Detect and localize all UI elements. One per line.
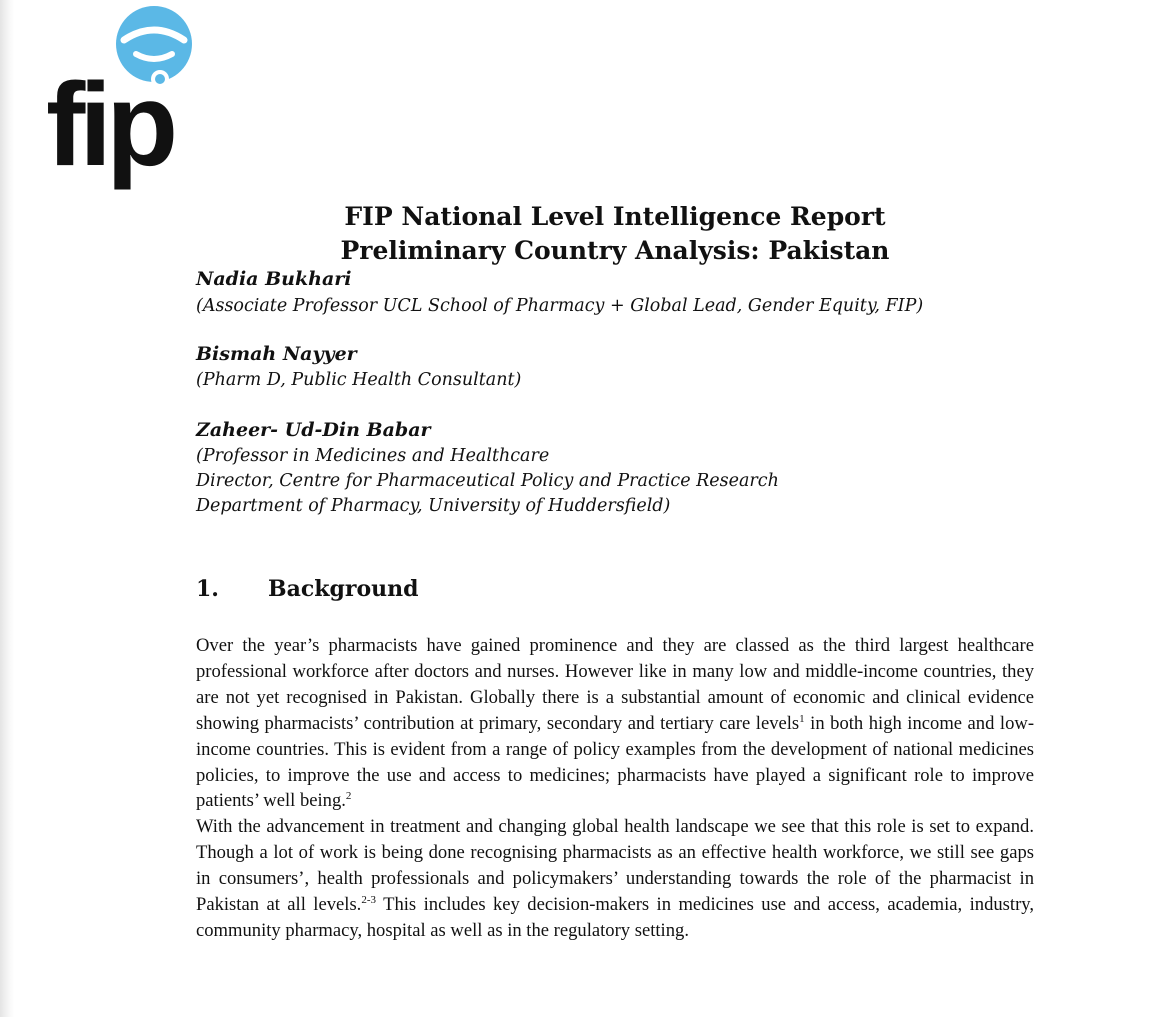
page-left-edge-shadow	[0, 0, 14, 1017]
footnote-ref-2: 2	[345, 790, 352, 803]
author-affiliation-1: (Associate Professor UCL School of Pharmacy + Global Lead, Gender Equity, FIP)	[196, 296, 924, 316]
author-affiliation-2: (Pharm D, Public Health Consultant)	[196, 370, 522, 390]
author-affiliation-3-line-2: Director, Centre for Pharmaceutical Policy and Practice Research	[196, 471, 779, 491]
author-affiliation-3-line-1: (Professor in Medicines and Healthcare	[196, 446, 550, 466]
report-title-line-1: FIP National Level Intelligence Report	[344, 202, 886, 231]
section-title: Background	[268, 576, 419, 602]
background-body-text	[196, 633, 1034, 944]
author-name-3: Zaheer- Ud-Din Babar	[196, 419, 431, 441]
paragraph-2	[196, 814, 1034, 944]
author-name-1: Nadia Bukhari	[196, 268, 352, 290]
paragraph-1-text-a: Over the year’s pharmacists have gained prominence and they are classed as the third largest healthcare professional workforce after doctors and nurses. However like in many low and middle-income countries, they are not yet recognised in Pakistan. Globally there is a substantial amount of economic and clinical evidence showing pharmacists’ contribution at primary, secondary and tertiary care levels	[196, 635, 1034, 734]
fip-logo	[40, 0, 210, 195]
section-number: 1.	[196, 576, 219, 602]
paragraph-1	[196, 633, 1034, 814]
footnote-ref-2-3: 2-3	[361, 893, 377, 906]
footnote-ref-1: 1	[799, 712, 805, 725]
paragraph-2-text-a: With the advancement in treatment and changing global health landscape we see that this role is set to expand. Though a lot of work is being done recognising pharmacists as an effective health workforce, we still see gaps in consumers’, health professionals and policymakers’ understanding towards the role of the pharmacist in Pakistan at all levels.	[196, 816, 1034, 916]
paragraph-2-text-b: This includes key decision-makers in medicines use and access, academia, industry, community pharmacy, hospital as well as in the regulatory setting.	[196, 894, 1034, 941]
author-affiliation-3-line-3: Department of Pharmacy, University of Huddersfield)	[196, 496, 671, 516]
paragraph-1-text-b: in both high income and low-income countries. This is evident from a range of policy examples from the development of national medicines policies, to improve the use and access to medicines; pharmacists have played a significant role to improve patients’ well being.	[196, 712, 1035, 812]
author-name-2: Bismah Nayyer	[196, 343, 357, 365]
section-heading-background	[196, 576, 419, 602]
report-title-line-2: Preliminary Country Analysis: Pakistan	[340, 236, 890, 265]
svg-text:fip: fip	[46, 59, 173, 191]
